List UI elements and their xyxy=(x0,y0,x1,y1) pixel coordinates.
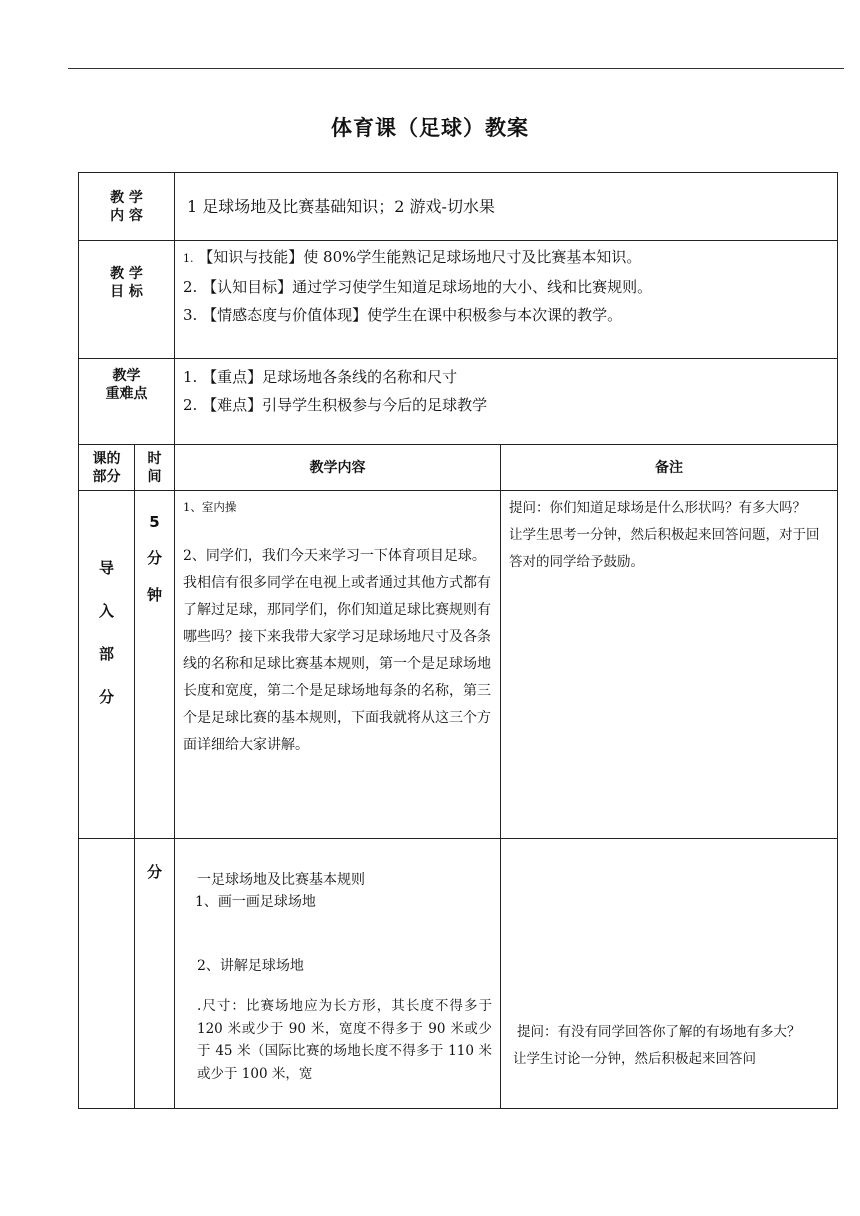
page-title: 体育课（足球）教案 xyxy=(331,116,529,140)
column-header-teaching-content: 教学内容 xyxy=(175,445,501,491)
intro-content-cell xyxy=(175,491,501,839)
objective-item: 2. 【认知目标】通过学习使学生知道足球场地的大小、线和比赛规则。 xyxy=(183,278,653,296)
intro-part-cell xyxy=(79,491,135,839)
label-line: 内 容 xyxy=(110,207,143,224)
label-line: 教学 xyxy=(112,368,141,384)
main-part-cell xyxy=(79,839,135,1109)
row-column-headers xyxy=(79,445,838,491)
intro-step-1: 1、室内操 xyxy=(183,500,237,514)
label-teaching-content xyxy=(79,173,175,241)
column-header-part: 课的 部分 xyxy=(79,445,135,491)
teaching-content-value-cell xyxy=(175,173,838,241)
key-points-cell xyxy=(175,359,838,445)
teaching-content-value: 1 足球场地及比赛基础知识；2 游戏-切水果 xyxy=(187,196,495,216)
time-char: 分 xyxy=(146,863,162,881)
main-content-cell xyxy=(175,839,501,1109)
row-key-points xyxy=(79,359,838,445)
intro-step-2: 2、同学们，我们今天来学习一下体育项目足球。我相信有很多同学在电视上或者通过其他方式都有了解过足球，那同学们，你们知道足球比赛规则有哪些吗？接下来我带大家学习足球场地尺寸及各条线的名称和足球比赛基本规则，第一个是足球场地长度和宽度，第二个是足球场地每条的名称，第三个是足球比赛的基本规则，下面我就将从这三个方面详细给大家讲解。 xyxy=(183,548,491,753)
label-line: 教 学 xyxy=(110,266,143,282)
label-line: 重难点 xyxy=(105,386,148,402)
row-intro-section xyxy=(79,491,838,839)
label-objectives xyxy=(79,241,175,359)
main-step-2: 2、讲解足球场地 xyxy=(197,958,304,974)
label-line: 目 标 xyxy=(110,284,143,300)
objectives-cell xyxy=(175,241,838,359)
objective-item: 3. 【情感态度与价值体现】使学生在课中积极参与本次课的教学。 xyxy=(183,306,623,324)
time-char: 5 xyxy=(149,513,160,531)
label-line: 教 学 xyxy=(110,189,143,206)
label-key-points xyxy=(79,359,175,445)
key-point-item: 1. 【重点】足球场地各条线的名称和尺寸 xyxy=(183,368,458,386)
part-char: 分 xyxy=(98,688,114,706)
main-time-cell xyxy=(135,839,175,1109)
key-point-item: 2. 【难点】引导学生积极参与今后的足球教学 xyxy=(183,396,488,414)
intro-note-question: 提问：你们知道足球场是什么形状吗？有多大吗？ xyxy=(509,500,806,516)
time-char: 分 xyxy=(146,549,162,567)
lesson-plan-table xyxy=(78,172,838,1109)
row-teaching-content xyxy=(79,173,838,241)
column-header-time: 时 间 xyxy=(135,445,175,491)
main-note-instruction: 让学生讨论一分钟，然后积极起来回答问 xyxy=(513,1051,756,1067)
main-notes-cell xyxy=(501,839,838,1109)
part-char: 部 xyxy=(98,645,114,663)
intro-notes-cell xyxy=(501,491,838,839)
row-main-section xyxy=(79,839,838,1109)
row-objectives xyxy=(79,241,838,359)
time-char: 钟 xyxy=(146,586,162,604)
intro-note-instruction: 让学生思考一分钟，然后积极起来回答问题，对于回答对的同学给予鼓励。 xyxy=(509,527,820,570)
part-char: 导 xyxy=(98,559,114,577)
main-step-1: 1、画一画足球场地 xyxy=(195,894,316,910)
main-note-question: 提问：有没有同学回答你了解的有场地有多大？ xyxy=(517,1024,801,1040)
main-heading: 一足球场地及比赛基本规则 xyxy=(197,872,365,888)
main-size-text: .尺寸：比赛场地应为长方形，其长度不得多于 120 米或少于 90 米，宽度不得多于 90 米或少于 45 米（国际比赛的场地长度不得多于 110 米或少于 100 米，宽 xyxy=(197,998,492,1082)
part-char: 入 xyxy=(98,602,114,620)
objective-item: 1. 【知识与技能】使 80%学生能熟记足球场地尺寸及比赛基本知识。 xyxy=(183,248,642,266)
column-header-notes: 备注 xyxy=(501,445,838,491)
intro-time-cell xyxy=(135,491,175,839)
header-rule xyxy=(68,68,844,69)
